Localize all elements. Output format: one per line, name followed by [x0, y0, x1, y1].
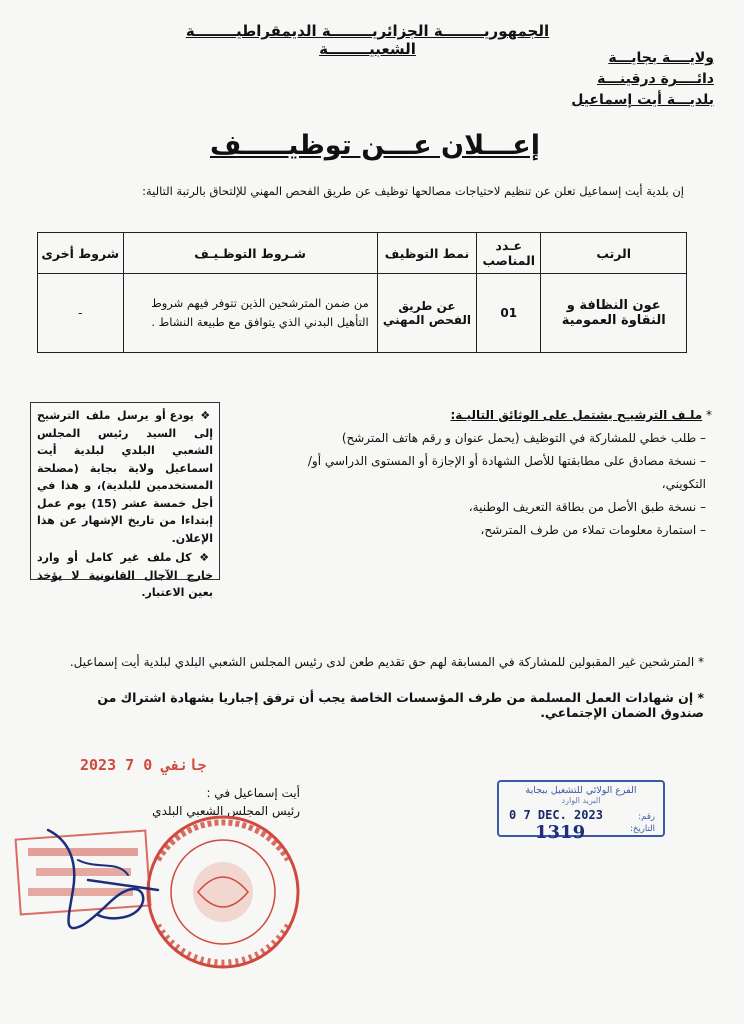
intro-paragraph: إن بلدية أيت إسماعيل تعلن عن تنظيم لاحتياجات مصالحها توظيف عن طريق الفحص المهني للإلتحاق بالرتبة التالية: — [142, 184, 684, 198]
republic-heading: الجمهوريــــــــة الجزائريــــــــة الديمقراطيــــــــة الشعبيــــــــة — [185, 22, 550, 58]
rectangular-seal-icon — [16, 831, 151, 915]
signature-role: رئيس المجلس الشعبي البلدي — [152, 804, 300, 818]
administration-block — [571, 48, 714, 111]
list-item: – طلب خطي للمشاركة في التوظيف (يحمل عنوان و رقم هاتف المترشح) — [341, 431, 706, 445]
reception-date-label: التاريخ: — [630, 824, 655, 834]
commune-line: بلديـــة أيت إسماعيل — [571, 92, 714, 108]
cell-rank: عون النظافة و النقاوة العمومية — [541, 274, 687, 353]
list-item: – نسخة مصادق على مطابقتها للأصل الشهادة أو الإجازة أو المستوى الدراسي أو/ التكويني، — [307, 454, 706, 491]
signature-icon — [48, 830, 158, 928]
certificate-note: * إن شهادات العمل المسلمة من طرف المؤسسات الخاصة يجب أن ترفق إجباريا بشهادة اشتراك من صندوق الضمان الإجتماعي. — [97, 690, 704, 720]
header-other: شروط أخرى — [38, 233, 124, 274]
reception-number-label: رقم: — [638, 812, 655, 822]
list-item: – استمارة معلومات تملاء من طرف المترشح، — [480, 523, 706, 537]
note-incomplete: ❖ كل ملف غير كامل أو وارد خارج الآجال القانونية لا يؤخذ بعين الاعتبار. — [37, 551, 213, 599]
cell-mode: عن طريق الفحص المهني — [377, 274, 476, 353]
submission-notes-box — [30, 402, 220, 599]
signature-place: أيت إسماعيل في : — [206, 786, 300, 800]
reception-stamp-sub: البريد الوارد — [561, 796, 601, 805]
appeal-note: * المترشحين غير المقبولين للمشاركة في المسابقة لهم حق تقديم طعن لدى رئيس المجلس الشعبي البلدي لبلدية أيت إسماعيل. — [69, 655, 704, 669]
header-rank: الرتب — [541, 233, 687, 274]
header-count: عـدد المناصب — [477, 233, 541, 274]
list-item: – نسخة طبق الأصل من بطاقة التعريف الوطنية، — [468, 500, 706, 514]
cell-count: 01 — [477, 274, 541, 353]
handwritten-number: 1319 — [535, 822, 586, 843]
round-seal-icon — [148, 817, 298, 967]
reception-stamp-title: الفرع الولائي للتشغيل ببجاية — [525, 785, 637, 796]
announcement-title: إعـــلان عـــن توظيـــــف — [210, 130, 540, 161]
wilaya-line: ولايــــة بجايـــة — [608, 50, 714, 66]
official-seal-graphic — [8, 800, 308, 980]
header-mode: نمط التوظيف — [377, 233, 476, 274]
note-submission: ❖ يودع أو يرسل ملف الترشيح إلى السيد رئيس المجلس الشعبي البلدي لبلدية أيت اسماعيل ولاية بجاية (مصلحة المستخدمين للبلدية)، و هذا في أجل خمسة عشر (15) يوم عمل إبتداءا من تاريخ الإشهار عن هذا الإعلان. — [37, 409, 214, 545]
daira-line: دائــــرة درقينـــة — [597, 71, 714, 87]
positions-table — [37, 232, 687, 353]
red-date-stamp: 2023 جانفي 0 7 — [80, 756, 207, 774]
table-row — [38, 274, 687, 353]
documents-list — [272, 404, 712, 542]
cell-other: - — [38, 274, 124, 353]
header-conditions: شـروط التوظـيـف — [123, 233, 377, 274]
table-header-row — [38, 233, 687, 274]
documents-heading: * ملـف الترشيـح يشتمل على الوثائق التاليـة: — [450, 408, 712, 422]
cell-conditions: من ضمن المترشحين الذين تتوفر فيهم شروط التأهيل البدني الذي يتوافق مع طبيعة النشاط . — [123, 274, 377, 353]
reception-date: 0 7 DEC. 2023 — [509, 808, 603, 822]
